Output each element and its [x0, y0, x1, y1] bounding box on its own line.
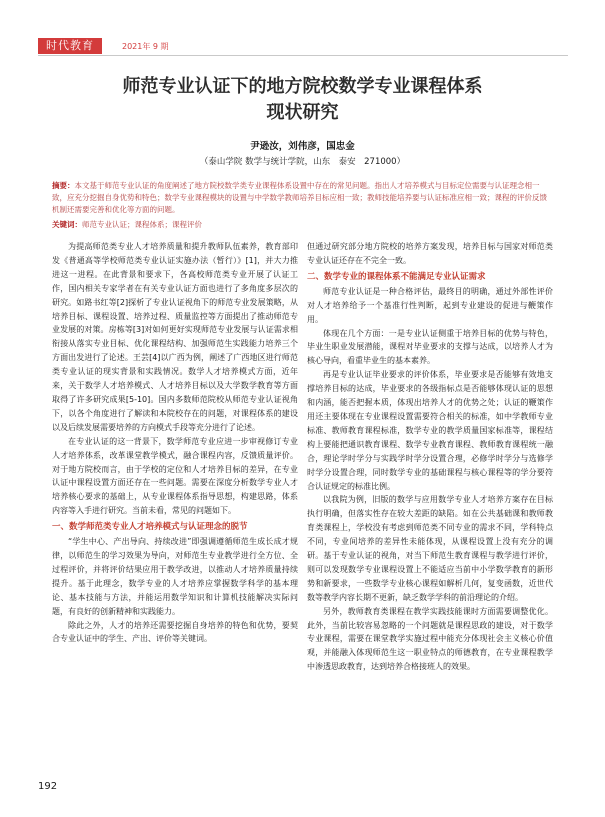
journal-name-tag: 时代教育 — [38, 38, 102, 54]
keywords-text: 师范专业认证；课程体系；课程评价 — [82, 220, 202, 229]
abstract-label: 摘要： — [52, 181, 75, 190]
page-number: 192 — [38, 781, 58, 792]
keywords-label: 关键词： — [52, 220, 82, 229]
paragraph: 在专业认证的这一背景下，数学师范专业应进一步审视修订专业人才培养体系，改革课堂教学模式，融合课程内容，反馈质量评价。对于地方院校而言，由于学校的定位和人才培养目标的差异，在专业认证中课程设置方面还存在一些问题。需要在深度分析数学专业人才培养核心要求的基础上，从专业课程体系指导思想，构建思路，体系内容等入手进行研究。当前未看，常见的问题如下。 — [52, 436, 298, 516]
paragraph: 另外，教师教育类课程在教学实践技能课时方面需要调整优化。此外，当前比较容易忽略的一个问题就是课程思政的建设，对于数学专业课程，需要在课堂教学实施过程中能充分体现社会主义核心价值观，并能融入体现师范生这一职业特点的师德教育，在专业课程教学中渗透思政教育，达到培养合格接班人的效果。 — [307, 606, 553, 672]
abstract-text: 本文基于师范专业认证的角度阐述了地方院校数学类专业课程体系设置中存在的常见问题。指出人才培养模式与目标定位需要与认证理念相一致，应充分挖掘自身优势和特色；数学专业课程模块的设置与中学数学教师培养目标应相一致；教师技能培养要与认证标准应相一致；课程的评价反馈机制还需要完善和优化等方面的问题。 — [52, 181, 547, 214]
keywords — [52, 219, 552, 231]
paper-title-line-2: 现状研究 — [266, 102, 339, 123]
journal-issue: 2021年 9 期 — [122, 42, 169, 51]
paragraph: “学生中心、产出导向、持续改进”即强调遵循师范生成长成才规律，以师范生的学习效果为导向，对师范生专业教学进行全方位、全过程评价，并将评价结果应用于教学改进，以推动人才培养质量持续提升。基于此理念，数学专业的人才培养应掌握数学科学的基本理论、基本技能与方法，并能运用数学知识和计算机技能解决实际问题，有良好的创新精神和实践能力。 — [52, 537, 298, 616]
abstract — [52, 180, 552, 216]
right-column — [307, 240, 553, 674]
section-heading: 二、数学专业的课程体系不能满足专业认证需求 — [307, 271, 486, 282]
paragraph: 以我院为例，旧版的数学与应用数学专业人才培养方案存在目标执行明确，但落实性存在较大差距的缺陷。如在公共基础课和教师教育类课程上，学校没有考虑到师范类不同专业的需求不同，学科特点不同，专业间培养的差异性未能体现，从课程设置上没有充分的调研。基于专业认证的视角，对当下师范生教育课程与教学进行评价，则可以发现数学专业课程设置上不能适应当前中小学数学教育的新形势和新要求，一些数学专业核心课程如解析几何，复变函数，近世代数等教学内容长期不更新，缺乏数学学科的前沿理论的介绍。 — [307, 495, 553, 602]
affiliation: （泰山学院 数学与统计学院，山东 泰安 271000） — [199, 157, 406, 167]
paragraph: 除此之外，人才的培养还需要挖掘自身培养的特色和优势，要契合专业认证中的学生、产出、评价等关键词。 — [52, 620, 298, 644]
paragraph: 师范专业认证是一种合格评估，最终目的明确，通过外部性评价对人才培养给予一个基准行性判断，起到专业建设的促进与鞭策作用。 — [307, 286, 553, 324]
section-heading: 一、数学师范类专业人才培养模式与认证理念的脱节 — [52, 522, 248, 533]
journal-header — [38, 38, 568, 56]
paragraph: 再是专业认证毕业要求的评价体系，毕业要求是否能够有效地支撑培养目标的达成，毕业要求的各级指标点是否能够体现认证的思想和内涵，能否把握本质，体现出培养人才的优势之处；认证的鞭策作用还主要体现在专业课程设置需要符合相关的标准，如中学教师专业标准、教师教育课程标准，数学专业的教学质量国家标准等，课程结构上要能把通识教育课程、数学专业教育课程、教师教育课程统一融合，理论学时学分与实践学时学分设置合理，必修学时学分与选修学时学分设置合理，同时数学专业的基础课程与核心课程等的学分要符合认证规定的标准比例。 — [307, 370, 553, 491]
paragraph: 但通过研究部分地方院校的培养方案发现，培养目标与国家对师范类专业认证还存在不完全一致。 — [307, 242, 553, 265]
paper-title-line-1: 师范专业认证下的地方院校数学专业课程体系 — [122, 76, 483, 97]
authors: 尹逊汝，刘伟彦，国忠金 — [250, 141, 355, 152]
paragraph: 为提高师范类专业人才培养质量和提升教师队伍素养，教育部印发《普通高等学校师范类专业认证实施办法（暂行）》[1]，并大力推进这一进程。在此背景和要求下，各高校师范类专业开展了认证工作，国内相关专家学者在有关专业认证方面也进行了多角度多层次的研究。如路书红等[2]探析了专业认证视角下的师范专业发展策略，从培养目标、课程设置、培养过程、质量监控等方面提出了推动师范专业发展的对策。房栋等[3]对如何更好实现师范专业发展与认证需求相衔接从落实专业目标、优化课程结构、加强师范生实践能力培养三个方面出发进行了论述。王芸[4]以广西为例，阐述了广西地区进行师范类专业认证的现实背景和实践情况。数学人才培养模式方面，近年来，关于数学人才培养模式、人才培养目标以及大学数学教育等方面取得了许多研究成果[5-10]。国内多数师范院校从师范专业认证视角下，以各个角度进行了解读和本院校存在的问题，对课程体系的建设以及后续发展需要培养的方向模式手段等充分进行了论述。 — [52, 242, 298, 432]
left-column — [52, 240, 298, 646]
paragraph: 体现在几个方面：一是专业认证侧重于培养目标的优势与特色，毕业生职业发展潜能，课程对毕业要求的支撑与达成，以培养人才为核心导向，看重毕业生的基本素养。 — [307, 328, 553, 366]
